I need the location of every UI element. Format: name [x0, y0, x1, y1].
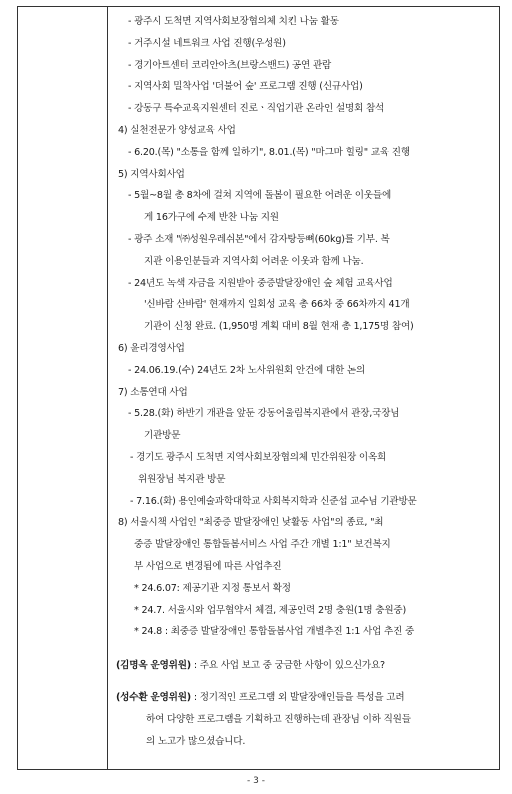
report-line: 중증 발달장애인 통합돌봄서비스 사업 주간 개별 1:1" 보건복지 — [134, 539, 391, 551]
remark-kim — [116, 655, 493, 677]
report-line: * 24.7. 서울시와 업무협약서 체결, 제공인력 2명 충원(1명 충원중) — [134, 604, 407, 616]
report-line: - 24.06.19.(수) 24년도 2차 노사위원회 안건에 대한 논의 — [128, 364, 366, 376]
report-line: 기관이 신청 완료. (1,950명 계획 대비 8월 현재 총 1,175명 참여) — [144, 321, 414, 333]
report-line: 부 사업으로 변경됨에 따른 사업추진 — [134, 560, 282, 572]
report-line: 게 16가구에 수제 반찬 나눔 지원 — [144, 212, 279, 224]
report-line: 8) 서울시책 사업인 "최중증 발달장애인 낮활동 사업"의 종료, "최 — [118, 517, 384, 529]
report-line: - 24년도 녹색 자금을 지원받아 중증발달장애인 숲 체험 교육사업 — [128, 277, 393, 289]
report-line: 지관 이용인분들과 지역사회 어려운 이웃과 함께 나눔. — [144, 255, 364, 267]
speaker-name: (성수환 운영위원) — [116, 691, 191, 703]
report-line: 위원장님 복지관 방문 — [138, 473, 226, 485]
remark-text: : 정기적인 프로그램 외 발달장애인들을 특성을 고려 — [190, 691, 405, 703]
report-line: 6) 윤리경영사업 — [118, 342, 185, 354]
report-line: 4) 실천전문가 양성교육 사업 — [118, 124, 236, 136]
page-number: - 3 - — [247, 776, 265, 786]
report-line: - 6.20.(목) "소통을 함께 일하기", 8.01.(목) "마그마 힐링" 교육 진행 — [128, 146, 410, 158]
report-line: - 강동구 특수교육지원센터 진로ㆍ직업기관 온라인 설명회 참석 — [128, 103, 385, 115]
speaker-name: (김명옥 운영위원) — [116, 660, 191, 672]
content-cell — [108, 7, 499, 769]
report-line: - 5.28.(화) 하반기 개관을 앞둔 강동어울림복지관에서 관장,국장님 — [128, 408, 400, 420]
report-line: 5) 지역사회사업 — [118, 168, 185, 180]
remark-text: : 주요 사업 보고 중 궁금한 사항이 있으신가요? — [190, 660, 385, 672]
report-line: * 24.6.07: 제공기관 지정 통보서 확정 — [134, 582, 291, 594]
remark-text-cont: 하여 다양한 프로그램을 기획하고 진행하는데 관장님 이하 직원들 — [146, 713, 411, 725]
report-line: - 광주시 도척면 지역사회보장협의체 치킨 나눔 활동 — [128, 16, 339, 27]
report-line: - 거주시설 네트워크 사업 진행(우성원) — [128, 37, 286, 49]
report-line: * 24.8 : 최중증 발달장애인 통합돌봄사업 개별추진 1:1 사업 추진 중 — [134, 626, 415, 638]
report-line: - 경기도 광주시 도척면 지역사회보장협의체 민간위원장 이옥희 — [130, 451, 387, 463]
report-line: - 지역사회 밀착사업 '더불어 숲' 프로그램 진행 (신규사업) — [128, 81, 363, 93]
document-table — [17, 6, 500, 770]
report-lines — [116, 11, 493, 643]
report-line: '신바람 산바람' 현재까지 일회성 교육 총 66차 중 66차까지 41개 — [144, 299, 410, 311]
report-line: - 경기아트센터 코리안아츠(브랑스밴드) 공연 관람 — [128, 59, 332, 71]
label-column — [18, 7, 108, 769]
report-line: - 7.16.(화) 용인예술과학대학교 사회복지학과 신준섭 교수님 기관방문 — [130, 495, 417, 507]
remark-text-cont: 의 노고가 많으셨습니다. — [146, 735, 246, 747]
report-line: 기관방문 — [144, 430, 181, 442]
remark-seong — [116, 687, 493, 709]
report-line: - 5월~8월 총 8차에 걸쳐 지역에 돌봄이 필요한 어려운 이웃들에 — [128, 190, 392, 202]
report-line: - 광주 소재 "㈜성원우레쉬본"에서 감자탕등뼈(60kg)를 기부. 복 — [128, 233, 390, 245]
report-line: 7) 소통연대 사업 — [118, 386, 188, 398]
